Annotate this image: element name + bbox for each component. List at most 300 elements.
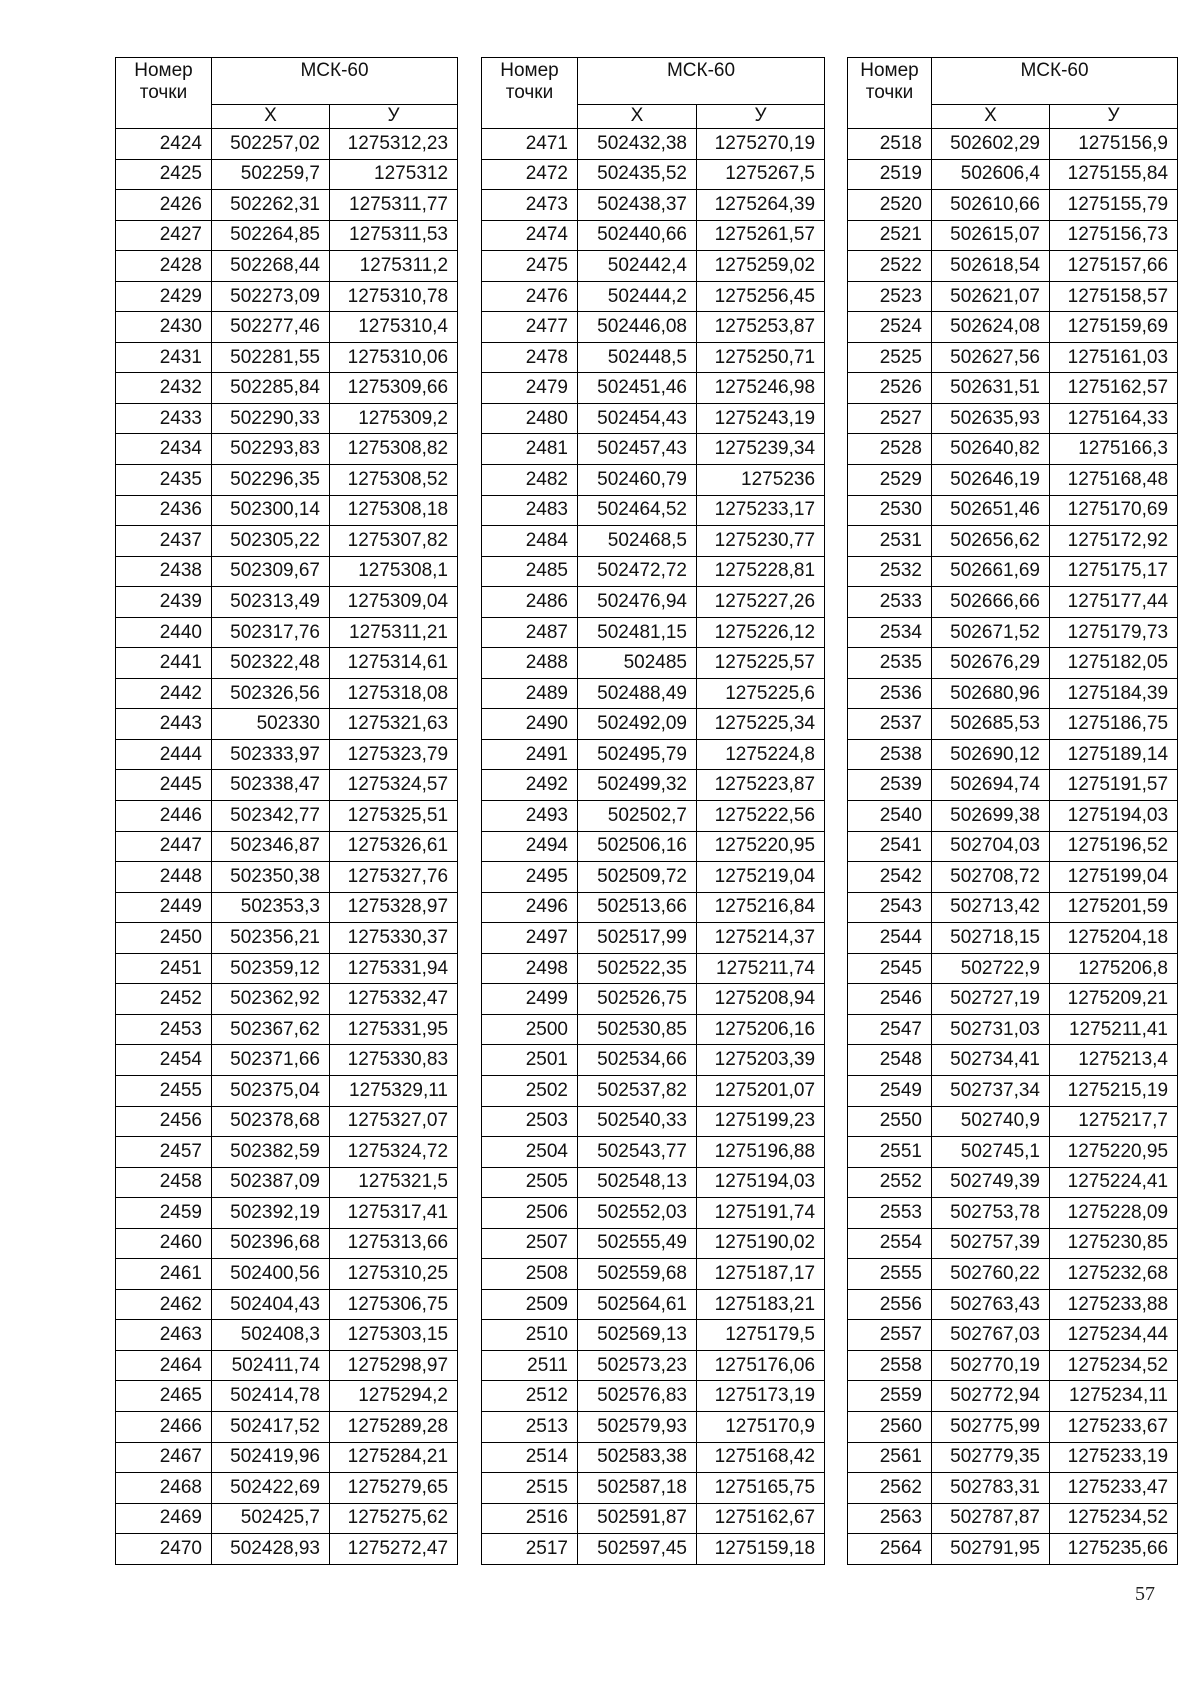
point-number-cell: 2455	[116, 1075, 212, 1106]
y-coordinate-cell: 1275225,34	[697, 709, 825, 740]
point-number-cell: 2472	[482, 159, 578, 190]
point-number-cell: 2447	[116, 831, 212, 862]
y-coordinate-cell: 1275270,19	[697, 129, 825, 160]
point-number-cell: 2484	[482, 526, 578, 557]
x-coordinate-cell: 502745,1	[932, 1137, 1050, 1168]
point-number-cell: 2445	[116, 770, 212, 801]
y-coordinate-cell: 1275272,47	[330, 1534, 458, 1565]
x-coordinate-cell: 502597,45	[578, 1534, 697, 1565]
point-number-cell: 2488	[482, 648, 578, 679]
table-row	[482, 526, 825, 557]
table-row	[482, 1045, 825, 1076]
y-coordinate-cell: 1275201,07	[697, 1075, 825, 1106]
y-coordinate-cell: 1275289,28	[330, 1411, 458, 1442]
y-coordinate-cell: 1275284,21	[330, 1442, 458, 1473]
point-number-cell: 2477	[482, 312, 578, 343]
table-row	[116, 1045, 458, 1076]
x-coordinate-cell: 502569,13	[578, 1320, 697, 1351]
x-coordinate-cell: 502495,79	[578, 739, 697, 770]
y-coordinate-cell: 1275227,26	[697, 587, 825, 618]
y-coordinate-cell: 1275308,1	[330, 556, 458, 587]
point-number-cell: 2427	[116, 220, 212, 251]
table-row	[848, 617, 1178, 648]
y-coordinate-cell: 1275182,05	[1050, 648, 1178, 679]
y-coordinate-cell: 1275208,94	[697, 984, 825, 1015]
point-number-cell: 2544	[848, 923, 932, 954]
point-number-cell: 2514	[482, 1442, 578, 1473]
point-number-cell: 2465	[116, 1381, 212, 1412]
x-column-header: Х	[212, 105, 330, 129]
point-number-cell: 2432	[116, 373, 212, 404]
x-coordinate-cell: 502704,03	[932, 831, 1050, 862]
y-coordinate-cell: 1275216,84	[697, 892, 825, 923]
table-row	[482, 617, 825, 648]
y-coordinate-cell: 1275191,57	[1050, 770, 1178, 801]
x-coordinate-cell: 502362,92	[212, 984, 330, 1015]
table-row	[848, 465, 1178, 496]
point-number-cell: 2467	[116, 1442, 212, 1473]
table-row	[482, 984, 825, 1015]
point-number-cell: 2562	[848, 1473, 932, 1504]
y-coordinate-cell: 1275329,11	[330, 1075, 458, 1106]
x-coordinate-cell: 502787,87	[932, 1503, 1050, 1534]
point-number-cell: 2482	[482, 465, 578, 496]
table-row	[848, 434, 1178, 465]
point-number-cell: 2424	[116, 129, 212, 160]
y-coordinate-cell: 1275318,08	[330, 678, 458, 709]
point-number-cell: 2528	[848, 434, 932, 465]
y-coordinate-cell: 1275224,8	[697, 739, 825, 770]
x-coordinate-cell: 502718,15	[932, 923, 1050, 954]
x-coordinate-cell: 502783,31	[932, 1473, 1050, 1504]
x-coordinate-cell: 502468,5	[578, 526, 697, 557]
point-number-cell: 2542	[848, 862, 932, 893]
table-row	[116, 678, 458, 709]
point-number-cell: 2532	[848, 556, 932, 587]
y-coordinate-cell: 1275234,11	[1050, 1381, 1178, 1412]
x-coordinate-cell: 502404,43	[212, 1289, 330, 1320]
table-body	[482, 129, 825, 1565]
point-number-cell: 2555	[848, 1259, 932, 1290]
table-row	[116, 190, 458, 221]
y-coordinate-cell: 1275155,84	[1050, 159, 1178, 190]
table-row	[848, 953, 1178, 984]
x-coordinate-cell: 502277,46	[212, 312, 330, 343]
x-coordinate-cell: 502671,52	[932, 617, 1050, 648]
point-number-cell: 2489	[482, 678, 578, 709]
y-coordinate-cell: 1275155,79	[1050, 190, 1178, 221]
point-number-cell: 2456	[116, 1106, 212, 1137]
table-row	[848, 312, 1178, 343]
point-number-cell: 2471	[482, 129, 578, 160]
y-coordinate-cell: 1275161,03	[1050, 342, 1178, 373]
x-coordinate-cell: 502555,49	[578, 1228, 697, 1259]
y-coordinate-cell: 1275230,85	[1050, 1228, 1178, 1259]
x-coordinate-cell: 502509,72	[578, 862, 697, 893]
x-coordinate-cell: 502770,19	[932, 1350, 1050, 1381]
table-row	[116, 1320, 458, 1351]
point-number-cell: 2553	[848, 1198, 932, 1229]
point-number-cell: 2480	[482, 403, 578, 434]
y-coordinate-cell: 1275162,57	[1050, 373, 1178, 404]
table-row	[482, 739, 825, 770]
x-coordinate-cell: 502606,4	[932, 159, 1050, 190]
x-coordinate-cell: 502342,77	[212, 801, 330, 832]
point-number-cell: 2499	[482, 984, 578, 1015]
point-number-cell: 2523	[848, 281, 932, 312]
y-coordinate-cell: 1275225,6	[697, 678, 825, 709]
point-number-cell: 2518	[848, 129, 932, 160]
x-coordinate-cell: 502775,99	[932, 1411, 1050, 1442]
x-coordinate-cell: 502579,93	[578, 1411, 697, 1442]
point-number-header: Номер точки	[116, 58, 212, 129]
table-row	[482, 312, 825, 343]
x-coordinate-cell: 502428,93	[212, 1534, 330, 1565]
table-row	[116, 709, 458, 740]
point-number-cell: 2448	[116, 862, 212, 893]
y-coordinate-cell: 1275307,82	[330, 526, 458, 557]
y-coordinate-cell: 1275159,69	[1050, 312, 1178, 343]
y-coordinate-cell: 1275232,68	[1050, 1259, 1178, 1290]
x-coordinate-cell: 502464,52	[578, 495, 697, 526]
y-coordinate-cell: 1275159,18	[697, 1534, 825, 1565]
table-row	[848, 1534, 1178, 1565]
x-coordinate-cell: 502392,19	[212, 1198, 330, 1229]
y-coordinate-cell: 1275327,07	[330, 1106, 458, 1137]
point-number-cell: 2473	[482, 190, 578, 221]
point-number-cell: 2525	[848, 342, 932, 373]
x-coordinate-cell: 502615,07	[932, 220, 1050, 251]
point-number-cell: 2531	[848, 526, 932, 557]
point-number-cell: 2475	[482, 251, 578, 282]
table-row	[848, 1381, 1178, 1412]
x-coordinate-cell: 502779,35	[932, 1442, 1050, 1473]
x-coordinate-cell: 502661,69	[932, 556, 1050, 587]
y-coordinate-cell: 1275309,2	[330, 403, 458, 434]
point-number-cell: 2527	[848, 403, 932, 434]
y-coordinate-cell: 1275172,92	[1050, 526, 1178, 557]
point-number-cell: 2520	[848, 190, 932, 221]
x-coordinate-cell: 502537,82	[578, 1075, 697, 1106]
point-number-cell: 2457	[116, 1137, 212, 1168]
x-coordinate-cell: 502737,34	[932, 1075, 1050, 1106]
y-coordinate-cell: 1275233,47	[1050, 1473, 1178, 1504]
y-coordinate-cell: 1275199,23	[697, 1106, 825, 1137]
y-coordinate-cell: 1275194,03	[697, 1167, 825, 1198]
x-coordinate-cell: 502440,66	[578, 220, 697, 251]
y-coordinate-cell: 1275186,75	[1050, 709, 1178, 740]
table-row	[116, 1350, 458, 1381]
point-number-cell: 2464	[116, 1350, 212, 1381]
x-coordinate-cell: 502425,7	[212, 1503, 330, 1534]
table-row	[848, 373, 1178, 404]
y-coordinate-cell: 1275217,7	[1050, 1106, 1178, 1137]
y-coordinate-cell: 1275321,5	[330, 1167, 458, 1198]
table-row	[848, 1473, 1178, 1504]
point-number-cell: 2442	[116, 678, 212, 709]
point-number-cell: 2490	[482, 709, 578, 740]
y-coordinate-cell: 1275189,14	[1050, 739, 1178, 770]
table-row	[848, 801, 1178, 832]
table-row	[848, 1045, 1178, 1076]
y-coordinate-cell: 1275308,82	[330, 434, 458, 465]
x-coordinate-cell: 502396,68	[212, 1228, 330, 1259]
point-number-cell: 2478	[482, 342, 578, 373]
y-coordinate-cell: 1275234,52	[1050, 1503, 1178, 1534]
table-row	[116, 495, 458, 526]
table-row	[482, 373, 825, 404]
y-coordinate-cell: 1275306,75	[330, 1289, 458, 1320]
y-coordinate-cell: 1275203,39	[697, 1045, 825, 1076]
x-coordinate-cell: 502517,99	[578, 923, 697, 954]
x-coordinate-cell: 502259,7	[212, 159, 330, 190]
table-row	[482, 1228, 825, 1259]
table-row	[116, 1289, 458, 1320]
y-coordinate-cell: 1275279,65	[330, 1473, 458, 1504]
table-row	[482, 1534, 825, 1565]
point-number-cell: 2430	[116, 312, 212, 343]
table-row	[116, 1075, 458, 1106]
point-number-cell: 2438	[116, 556, 212, 587]
y-coordinate-cell: 1275326,61	[330, 831, 458, 862]
x-coordinate-cell: 502411,74	[212, 1350, 330, 1381]
x-coordinate-cell: 502359,12	[212, 953, 330, 984]
y-coordinate-cell: 1275317,41	[330, 1198, 458, 1229]
x-coordinate-cell: 502760,22	[932, 1259, 1050, 1290]
point-number-cell: 2494	[482, 831, 578, 862]
x-coordinate-cell: 502408,3	[212, 1320, 330, 1351]
table-row	[482, 770, 825, 801]
point-number-cell: 2452	[116, 984, 212, 1015]
x-coordinate-cell: 502499,32	[578, 770, 697, 801]
point-number-cell: 2533	[848, 587, 932, 618]
table-row	[116, 129, 458, 160]
table-row	[482, 1198, 825, 1229]
x-coordinate-cell: 502417,52	[212, 1411, 330, 1442]
x-coordinate-cell: 502313,49	[212, 587, 330, 618]
table-row	[482, 709, 825, 740]
x-coordinate-cell: 502624,08	[932, 312, 1050, 343]
point-number-cell: 2460	[116, 1228, 212, 1259]
x-coordinate-cell: 502627,56	[932, 342, 1050, 373]
table-row	[848, 1320, 1178, 1351]
x-coordinate-cell: 502375,04	[212, 1075, 330, 1106]
y-coordinate-cell: 1275264,39	[697, 190, 825, 221]
x-coordinate-cell: 502666,66	[932, 587, 1050, 618]
point-number-cell: 2526	[848, 373, 932, 404]
x-coordinate-cell: 502722,9	[932, 953, 1050, 984]
table-row	[116, 831, 458, 862]
point-number-cell: 2470	[116, 1534, 212, 1565]
point-number-cell: 2540	[848, 801, 932, 832]
point-number-cell: 2497	[482, 923, 578, 954]
y-coordinate-cell: 1275214,37	[697, 923, 825, 954]
y-coordinate-cell: 1275213,4	[1050, 1045, 1178, 1076]
y-coordinate-cell: 1275228,81	[697, 556, 825, 587]
table-row	[116, 617, 458, 648]
table-row	[848, 678, 1178, 709]
y-coordinate-cell: 1275310,4	[330, 312, 458, 343]
x-coordinate-cell: 502492,09	[578, 709, 697, 740]
x-coordinate-cell: 502285,84	[212, 373, 330, 404]
y-coordinate-cell: 1275183,21	[697, 1289, 825, 1320]
x-coordinate-cell: 502290,33	[212, 403, 330, 434]
x-coordinate-cell: 502338,47	[212, 770, 330, 801]
point-number-cell: 2433	[116, 403, 212, 434]
table-row	[116, 312, 458, 343]
x-coordinate-cell: 502734,41	[932, 1045, 1050, 1076]
table-row	[848, 556, 1178, 587]
x-coordinate-cell: 502300,14	[212, 495, 330, 526]
point-number-cell: 2468	[116, 1473, 212, 1504]
y-coordinate-cell: 1275261,57	[697, 220, 825, 251]
y-coordinate-cell: 1275226,12	[697, 617, 825, 648]
table-row	[116, 1228, 458, 1259]
table-row	[848, 129, 1178, 160]
table-row	[482, 342, 825, 373]
point-number-cell: 2564	[848, 1534, 932, 1565]
point-number-cell: 2548	[848, 1045, 932, 1076]
point-number-cell: 2515	[482, 1473, 578, 1504]
x-coordinate-cell: 502690,12	[932, 739, 1050, 770]
table-row	[482, 220, 825, 251]
point-number-cell: 2508	[482, 1259, 578, 1290]
x-column-header: Х	[932, 105, 1050, 129]
table-row	[116, 403, 458, 434]
y-coordinate-cell: 1275256,45	[697, 281, 825, 312]
x-coordinate-cell: 502457,43	[578, 434, 697, 465]
y-coordinate-cell: 1275332,47	[330, 984, 458, 1015]
table-row	[116, 1137, 458, 1168]
x-coordinate-cell: 502573,23	[578, 1350, 697, 1381]
y-coordinate-cell: 1275219,04	[697, 862, 825, 893]
y-coordinate-cell: 1275235,66	[1050, 1534, 1178, 1565]
point-number-cell: 2425	[116, 159, 212, 190]
point-number-cell: 2496	[482, 892, 578, 923]
point-number-cell: 2458	[116, 1167, 212, 1198]
x-coordinate-cell: 502371,66	[212, 1045, 330, 1076]
y-coordinate-cell: 1275175,17	[1050, 556, 1178, 587]
point-number-cell: 2543	[848, 892, 932, 923]
y-coordinate-cell: 1275191,74	[697, 1198, 825, 1229]
table-row	[482, 1167, 825, 1198]
table-row	[848, 251, 1178, 282]
x-coordinate-cell: 502591,87	[578, 1503, 697, 1534]
x-coordinate-cell: 502322,48	[212, 648, 330, 679]
point-number-cell: 2550	[848, 1106, 932, 1137]
x-coordinate-cell: 502350,38	[212, 862, 330, 893]
x-coordinate-cell: 502576,83	[578, 1381, 697, 1412]
point-number-cell: 2509	[482, 1289, 578, 1320]
table-row	[848, 281, 1178, 312]
table-row	[482, 1503, 825, 1534]
y-coordinate-cell: 1275173,19	[697, 1381, 825, 1412]
x-coordinate-cell: 502305,22	[212, 526, 330, 557]
table-row	[482, 190, 825, 221]
table-row	[848, 831, 1178, 862]
point-number-cell: 2537	[848, 709, 932, 740]
x-coordinate-cell: 502548,13	[578, 1167, 697, 1198]
point-number-cell: 2535	[848, 648, 932, 679]
x-coordinate-cell: 502552,03	[578, 1198, 697, 1229]
x-coordinate-cell: 502387,09	[212, 1167, 330, 1198]
x-coordinate-cell: 502731,03	[932, 1014, 1050, 1045]
x-coordinate-cell: 502602,29	[932, 129, 1050, 160]
table-row	[116, 1381, 458, 1412]
point-number-cell: 2558	[848, 1350, 932, 1381]
x-coordinate-cell: 502583,38	[578, 1442, 697, 1473]
point-number-cell: 2451	[116, 953, 212, 984]
x-coordinate-cell: 502749,39	[932, 1167, 1050, 1198]
y-coordinate-cell: 1275312	[330, 159, 458, 190]
y-column-header: У	[697, 105, 825, 129]
page-number: 57	[1135, 1583, 1155, 1605]
point-number-cell: 2487	[482, 617, 578, 648]
table-row	[116, 1442, 458, 1473]
point-number-cell: 2502	[482, 1075, 578, 1106]
x-coordinate-cell: 502621,07	[932, 281, 1050, 312]
y-coordinate-cell: 1275234,52	[1050, 1350, 1178, 1381]
table-row	[482, 587, 825, 618]
x-coordinate-cell: 502513,66	[578, 892, 697, 923]
x-coordinate-cell: 502680,96	[932, 678, 1050, 709]
y-column-header: У	[1050, 105, 1178, 129]
y-coordinate-cell: 1275220,95	[1050, 1137, 1178, 1168]
y-coordinate-cell: 1275328,97	[330, 892, 458, 923]
y-coordinate-cell: 1275228,09	[1050, 1198, 1178, 1229]
table-row	[116, 984, 458, 1015]
table-row	[482, 1137, 825, 1168]
table-row	[482, 434, 825, 465]
y-column-header: У	[330, 105, 458, 129]
point-number-cell: 2436	[116, 495, 212, 526]
x-coordinate-cell: 502419,96	[212, 1442, 330, 1473]
y-coordinate-cell: 1275225,57	[697, 648, 825, 679]
x-coordinate-cell: 502448,5	[578, 342, 697, 373]
table-row	[848, 1106, 1178, 1137]
x-coordinate-cell: 502414,78	[212, 1381, 330, 1412]
y-coordinate-cell: 1275311,21	[330, 617, 458, 648]
x-coordinate-cell: 502293,83	[212, 434, 330, 465]
coordinates-table-1	[115, 57, 458, 1565]
x-coordinate-cell: 502635,93	[932, 403, 1050, 434]
point-number-cell: 2545	[848, 953, 932, 984]
table-row	[848, 1167, 1178, 1198]
x-coordinate-cell: 502772,94	[932, 1381, 1050, 1412]
point-number-cell: 2441	[116, 648, 212, 679]
table-row	[116, 1167, 458, 1198]
y-coordinate-cell: 1275323,79	[330, 739, 458, 770]
x-coordinate-cell: 502353,3	[212, 892, 330, 923]
table-row	[848, 1442, 1178, 1473]
point-number-cell: 2516	[482, 1503, 578, 1534]
table-row	[482, 556, 825, 587]
x-coordinate-cell: 502485	[578, 648, 697, 679]
table-row	[848, 923, 1178, 954]
x-coordinate-cell: 502454,43	[578, 403, 697, 434]
y-coordinate-cell: 1275309,66	[330, 373, 458, 404]
x-coordinate-cell: 502610,66	[932, 190, 1050, 221]
table-row	[482, 159, 825, 190]
point-number-cell: 2500	[482, 1014, 578, 1045]
x-coordinate-cell: 502753,78	[932, 1198, 1050, 1229]
y-coordinate-cell: 1275201,59	[1050, 892, 1178, 923]
point-number-cell: 2546	[848, 984, 932, 1015]
point-number-cell: 2434	[116, 434, 212, 465]
y-coordinate-cell: 1275303,15	[330, 1320, 458, 1351]
table-row	[848, 1228, 1178, 1259]
point-number-cell: 2534	[848, 617, 932, 648]
